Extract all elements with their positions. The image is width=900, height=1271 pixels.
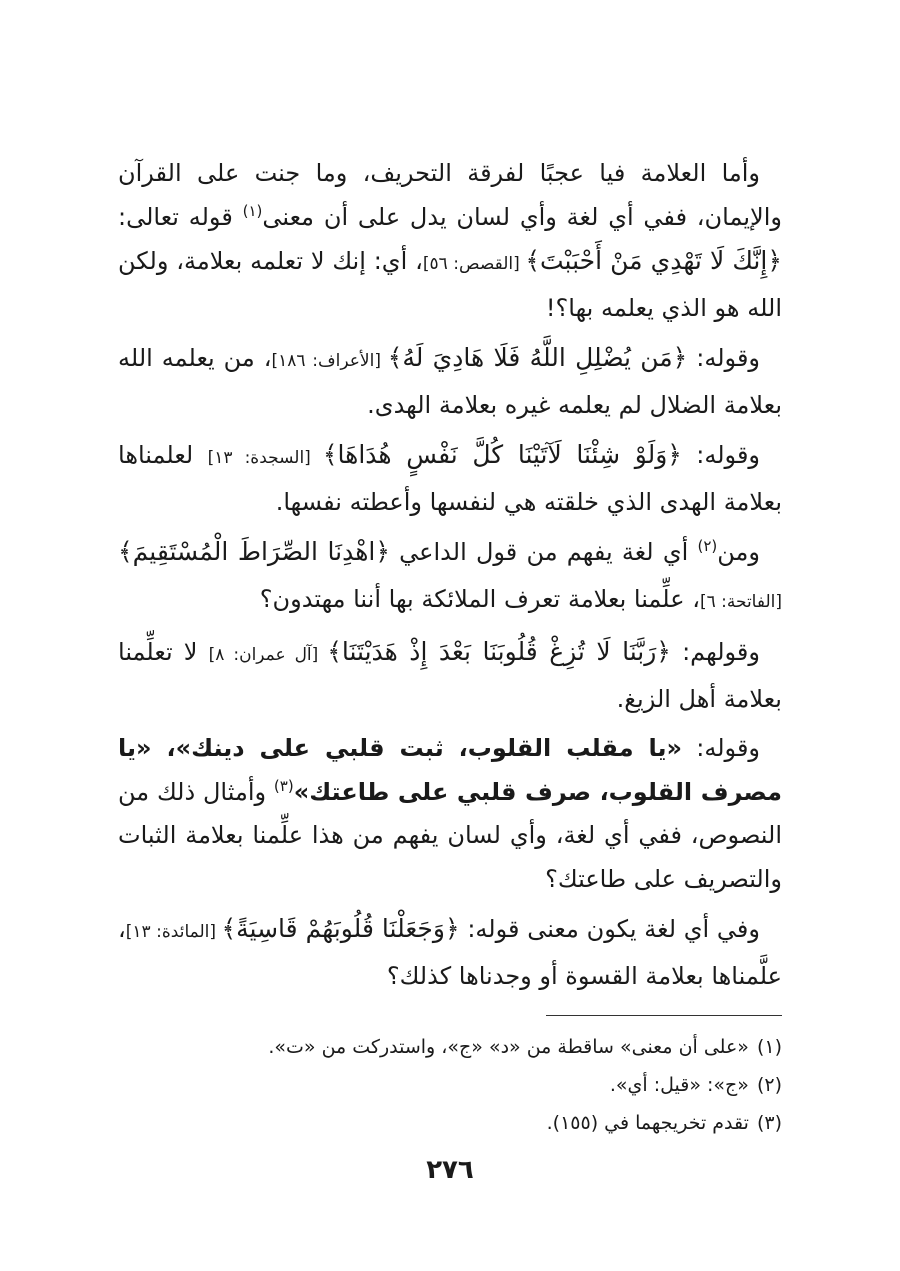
paragraph-text: قوله تعالى: [118, 202, 243, 231]
verse-reference: [السجدة: ١٣] [207, 448, 323, 468]
paragraph-5 [118, 630, 782, 721]
paragraph-1 [118, 152, 782, 330]
paragraph-text: وقوله: [681, 441, 761, 469]
paragraph-text: ، من يعلمه الله بعلامة الضلال لم يعلمه غيره بعلامة الهدى. [118, 344, 782, 419]
footnote-marker[interactable]: (٣) [273, 776, 294, 795]
hadith-quote: «يا مقلب القلوب، ثبت قلبي على دينك»، «يا مصرف القلوب، صرف قلبي على طاعتك» [118, 734, 783, 806]
paragraph-text: وأمثال ذلك من النصوص، ففي أي لغة، وأي لسان يفهم من هذا علِّمنا بعلامة الثبات والتصريف على طاعتك؟ [118, 777, 782, 893]
footnote-divider [546, 1015, 782, 1016]
paragraph-text: لا تعلِّمنا بعلامة أهل الزيغ. [118, 638, 782, 713]
footnote-number: (١) [756, 1036, 782, 1058]
footnote-3 [118, 1104, 782, 1142]
quran-verse: ﴿وَجَعَلْنَا قُلُوبَهُمْ قَاسِيَةً﴾ [221, 914, 460, 943]
footnote-number: (٣) [756, 1112, 782, 1134]
verse-reference: [آل عمران: ٨] [208, 645, 328, 665]
verse-reference: [القصص: ٥٦] [422, 254, 526, 274]
paragraph-7 [118, 907, 782, 998]
footnote-text: تقدم تخريجهما في (١٥٥). [546, 1112, 749, 1134]
paragraph-text: وقوله: [687, 344, 761, 372]
verse-reference: [المائدة: ١٣] [125, 922, 222, 942]
footnote-text: «ج»: «قيل: أي». [609, 1074, 749, 1096]
footnote-2 [118, 1066, 782, 1104]
footnote-marker[interactable]: (٢) [697, 537, 718, 555]
paragraph-text: وقولهم: [670, 638, 760, 666]
verse-reference: [الفاتحة: ٦] [699, 591, 782, 612]
quran-verse: ﴿إِنَّكَ لَا تَهْدِي مَنْ أَحْبَبْتَ﴾ [525, 246, 782, 275]
paragraph-text: ومن [717, 538, 760, 566]
footnote-1 [118, 1028, 782, 1066]
paragraph-text: وفي أي لغة يكون معنى قوله: [459, 915, 760, 943]
paragraph-6 [118, 727, 782, 901]
paragraph-text: وقوله: [682, 734, 761, 762]
paragraph-4 [118, 530, 782, 624]
quran-verse: ﴿مَن يُضْلِلِ اللَّهُ فَلَا هَادِيَ لَهُ﴾ [387, 343, 688, 372]
paragraph-text: ، أي: إنك لا تعلمه بعلامة، ولكن الله هو الذي يعلمه بها؟! [118, 247, 782, 322]
paragraph-text: أي لغة يفهم من قول الداعي [389, 538, 698, 566]
quran-verse: ﴿اهْدِنَا الصِّرَاطَ الْمُسْتَقِيمَ﴾ [118, 537, 390, 566]
footnotes [118, 1028, 782, 1142]
paragraph-text: ، علِّمنا بعلامة تعرف الملائكة بها أننا مهتدون؟ [259, 584, 700, 613]
quran-verse: ﴿رَبَّنَا لَا تُزِغْ قُلُوبَنَا بَعْدَ إِذْ هَدَيْتَنَا﴾ [327, 637, 671, 666]
paragraph-3 [118, 433, 782, 524]
paragraph-text: لعلمناها بعلامة الهدى الذي خلقته هي لنفسها وأعطته نفسها. [118, 441, 782, 516]
paragraph-2 [118, 336, 782, 427]
footnote-number: (٢) [756, 1074, 782, 1096]
page-number: ٢٧٦ [426, 1155, 474, 1185]
footnote-text: «على أن معنى» ساقطة من «د» «ج»، واستدركت من «ت». [268, 1036, 749, 1058]
verse-reference: [الأعراف: ١٨٦] [271, 351, 388, 371]
quran-verse: ﴿وَلَوْ شِئْنَا لَآتَيْنَا كُلَّ نَفْسٍ هُدَاهَا﴾ [322, 440, 682, 469]
footnote-marker[interactable]: (١) [242, 201, 263, 220]
paragraph-text: وأما العلامة فيا عجبًا لفرقة التحريف، وما جنت على القرآن والإيمان، ففي أي لغة وأي لسان يدل على أن معنى [118, 159, 782, 231]
paragraph-text: ، علَّمناها بعلامة القسوة أو وجدناها كذلك؟ [118, 915, 782, 990]
